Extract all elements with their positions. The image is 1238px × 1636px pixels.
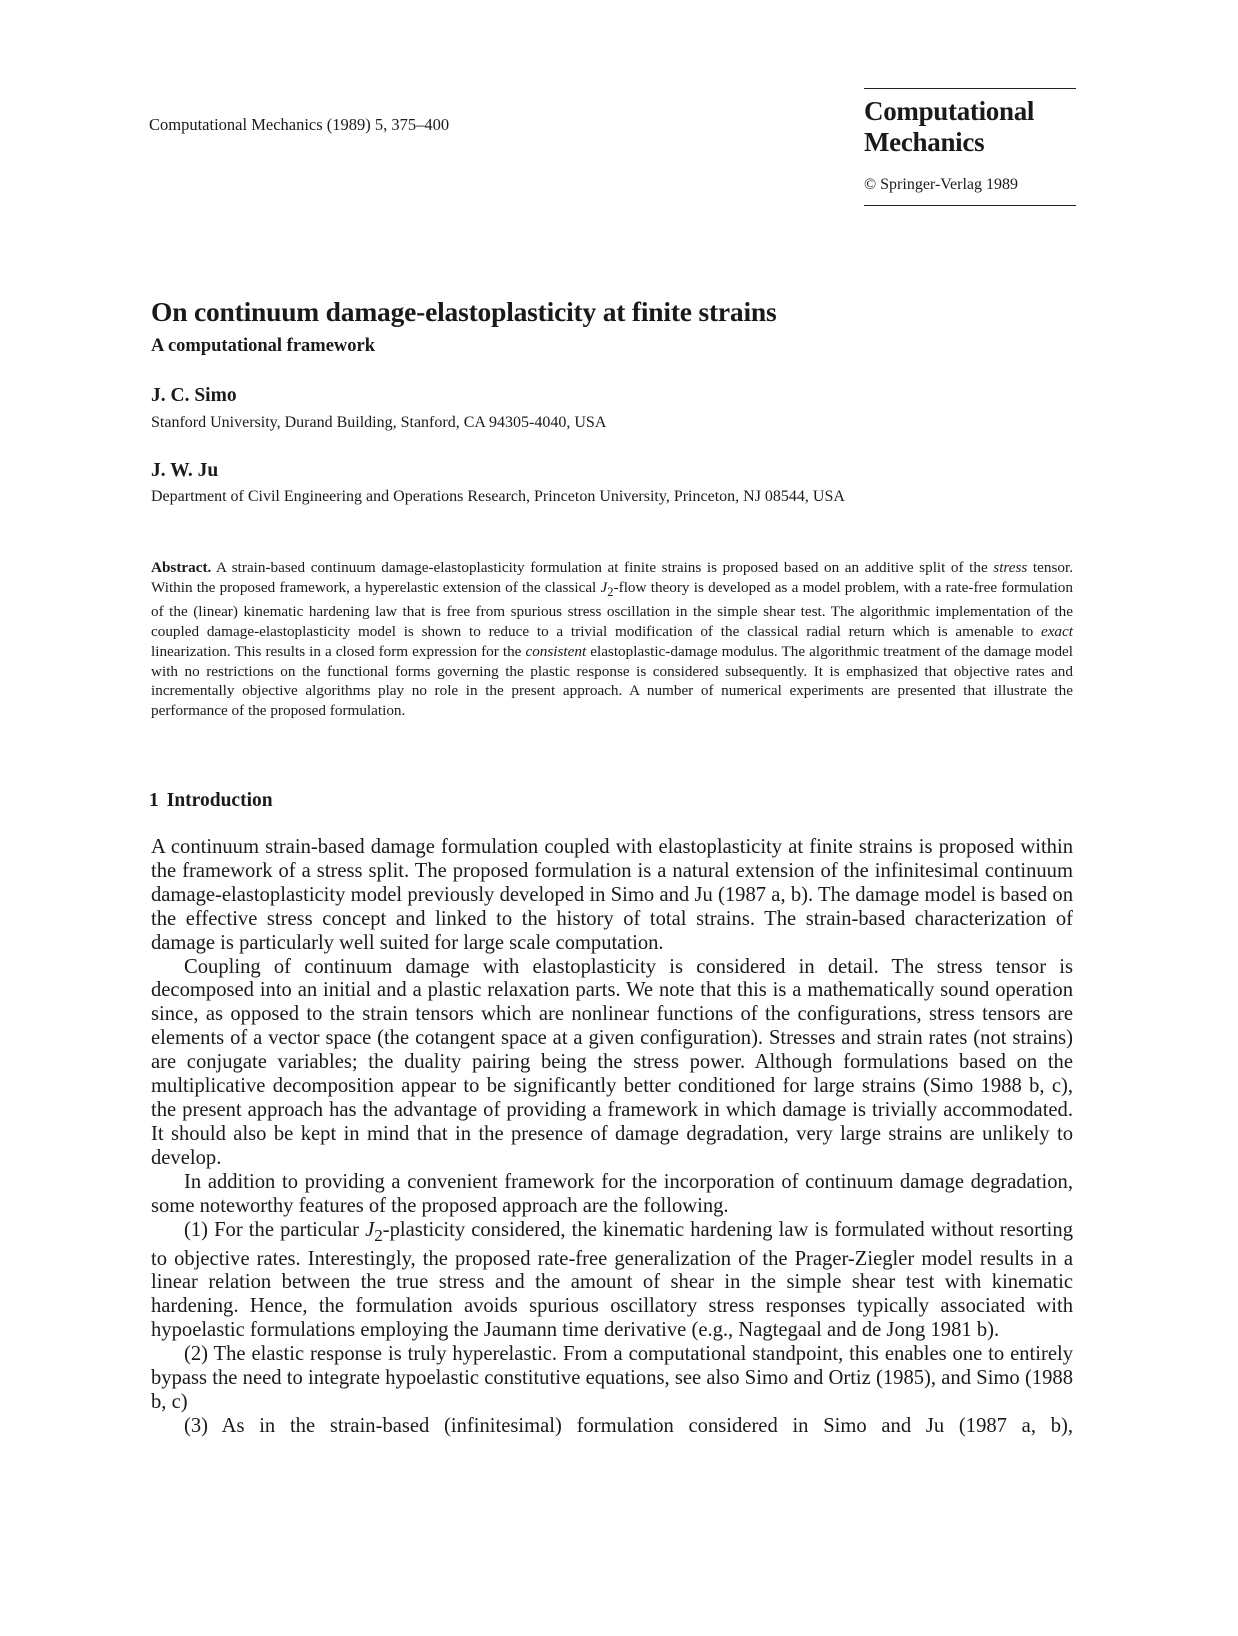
paragraph: A continuum strain-based damage formulation coupled with elastoplasticity at finite strains is proposed within the framework of a stress split. The proposed formulation is a natural extension of the infinitesimal continuum damage-elastoplasticity model previously developed in Simo and Ju (1987 a, b). The damage model is based on the effective stress concept and linked to the history of total strains. The strain-based characterization of damage is particularly well suited for large scale computation. (151, 836, 1073, 954)
journal-brand-block (864, 88, 1076, 206)
author-affiliation: Department of Civil Engineering and Operations Research, Princeton University, Princeton, NJ 08544, USA (151, 488, 845, 505)
abstract-emphasis: exact (1040, 623, 1073, 641)
paragraph: (3) As in the strain-based (infinitesimal) formulation considered in Simo and Ju (1987 a, b), (184, 1414, 1073, 1437)
abstract-label: Abstract. (151, 559, 212, 576)
body-text (151, 836, 1073, 1439)
math-symbol: J (365, 1218, 375, 1241)
journal-reference: Computational Mechanics (1989) 5, 375–400 (149, 115, 450, 134)
brand-bottom-rule (864, 205, 1076, 206)
brand-top-rule (864, 88, 1076, 89)
section-heading (149, 790, 273, 812)
abstract-emphasis: stress (993, 559, 1028, 576)
paragraph-text: (1) For the particular (184, 1218, 366, 1241)
copyright-notice: © Springer-Verlag 1989 (864, 176, 1019, 193)
article-title: On continuum damage-elastoplasticity at finite strains (151, 296, 777, 327)
paragraph-text: -plasticity considered, the kinematic hardening law is formulated without resorting to objective rates. Interestingly, the proposed rate-free generalization of the Prager-Ziegler model results in a linear relation between the true stress and the amount of shear in the simple shear test with kinematic hardening. Hence, the formulation avoids spurious oscillatory stress responses typically associated with hypoelastic formulations employing the Jaumann time derivative (e.g., Nagtegaal and de Jong 1981 b). (151, 1218, 1073, 1342)
abstract-text: tensor. Within the proposed framework, a hyperelastic extension of the classical (151, 559, 1073, 596)
abstract-text: elastoplastic-damage modulus. The algorithmic treatment of the damage model with no restrictions on the functional forms governing the plastic response is considered subsequently. It is emphasized that objective rates and incrementally objective algorithms play no role in the present approach. A number of numerical experiments are presented that illustrate the performance of the proposed formulation. (151, 642, 1073, 719)
article-subtitle: A computational framework (151, 336, 376, 356)
math-subscript: 2 (374, 1225, 383, 1245)
paragraph: In addition to providing a convenient framework for the incorporation of continuum damage degradation, some noteworthy features of the proposed approach are the following. (151, 1170, 1073, 1217)
author-name: J. W. Ju (151, 460, 219, 481)
author-name: J. C. Simo (151, 385, 237, 406)
abstract-text: linearization. This results in a closed form expression for the (151, 642, 526, 660)
abstract-text: -flow theory is developed as a model problem, with a rate-free formulation of the (linear) kinematic hardening law that is free from spurious stress oscillation in the simple shear test. The algorithmic implementation of the coupled damage-elastoplasticity model is shown to reduce to a trivial modification of the classical radial return which is amenable to (151, 578, 1073, 641)
paragraph: (2) The elastic response is truly hyperelastic. From a computational standpoint, this enables one to entirely bypass the need to integrate hypoelastic constitutive equations, see also Simo and Ortiz (1985), and Simo (1988 b, c) (151, 1343, 1073, 1413)
abstract-emphasis: consistent (525, 642, 587, 660)
journal-name-line2: Mechanics (864, 127, 985, 157)
paragraph (151, 1219, 1073, 1344)
paragraph: Coupling of continuum damage with elastoplasticity is considered in detail. The stress tensor is decomposed into an initial and a plastic relaxation parts. We note that this is a mathematically sound operation since, as opposed to the strain tensors which are nonlinear functions of the configurations, stress tensors are elements of a vector space (the cotangent space at a given configuration). Stresses and strain rates (not strains) are conjugate variables; the duality pairing being the stress power. Although formulations based on the multiplicative decomposition appear to be significantly better conditioned for large strains (Simo 1988 b, c), the present approach has the advantage of providing a framework in which damage is trivially accommodated. It should also be kept in mind that in the presence of damage degradation, very large strains are unlikely to develop. (151, 955, 1073, 1169)
journal-name (864, 96, 1076, 158)
abstract-text: A strain-based continuum damage-elastoplasticity formulation at finite strains is proposed based on an additive split of the (211, 559, 994, 576)
math-subscript: 2 (607, 584, 614, 599)
abstract (151, 558, 1073, 721)
author-affiliation: Stanford University, Durand Building, Stanford, CA 94305-4040, USA (151, 414, 607, 431)
section-number: 1 (149, 790, 159, 811)
journal-name-line1: Computational (864, 96, 1035, 126)
math-symbol: J (600, 578, 608, 596)
section-title: Introduction (166, 790, 273, 811)
